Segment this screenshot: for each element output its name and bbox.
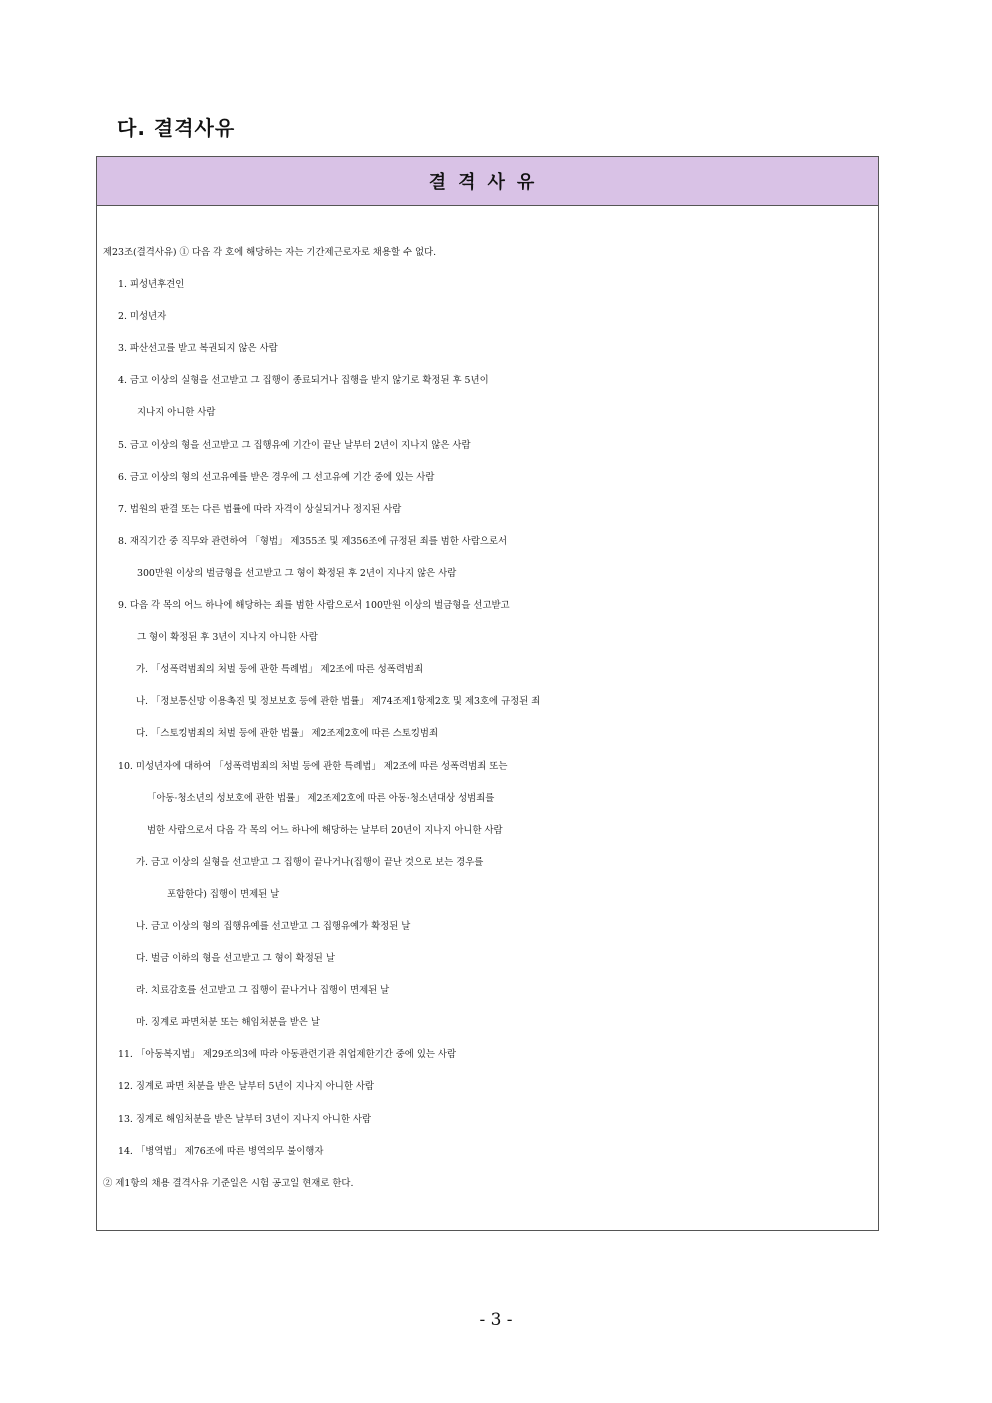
disqualification-box	[96, 156, 879, 1231]
list-item: 4. 금고 이상의 실형을 선고받고 그 집행이 종료되거나 집행을 받지 않기로 확정된 후 5년이	[118, 375, 489, 387]
sub-item: 나. 금고 이상의 형의 집행유예를 선고받고 그 집행유예가 확정된 날	[136, 920, 411, 932]
list-item: 5. 금고 이상의 형을 선고받고 그 집행유예 기간이 끝난 날부터 2년이 지나지 않은 사람	[118, 439, 471, 451]
list-item: 12. 징계로 파면 처분을 받은 날부터 5년이 지나지 아니한 사람	[118, 1081, 374, 1093]
list-item: 8. 재직기간 중 직무와 관련하여 「형법」 제355조 및 제356조에 규정된 죄를 범한 사람으로서	[118, 535, 508, 547]
sub-item: 나. 「정보통신망 이용촉진 및 정보보호 등에 관한 법률」 제74조제1항제2호 및 제3호에 규정된 죄	[136, 696, 541, 708]
list-item-continuation: 300만원 이상의 벌금형을 선고받고 그 형이 확정된 후 2년이 지나지 않은 사람	[137, 567, 457, 579]
section-title: 다. 결격사유	[117, 116, 236, 140]
list-item: 13. 징계로 해임처분을 받은 날부터 3년이 지나지 아니한 사람	[118, 1113, 372, 1125]
list-item: 2. 미성년자	[118, 311, 167, 323]
article-line: 제23조(결격사유) ① 다음 각 호에 해당하는 자는 기간제근로자로 채용할 수 없다.	[103, 247, 437, 258]
list-item: 1. 피성년후견인	[118, 279, 185, 291]
box-content	[97, 237, 878, 1200]
list-item-continuation: 범한 사람으로서 다음 각 목의 어느 하나에 해당하는 날부터 20년이 지나지 아니한 사람	[147, 824, 503, 836]
article-paragraph: ② 제1항의 채용 결격사유 기준일은 시험 공고일 현재로 한다.	[103, 1177, 354, 1189]
list-item: 10. 미성년자에 대하여 「성폭력범죄의 처벌 등에 관한 특례법」 제2조에 따른 성폭력범죄 또는	[118, 760, 508, 772]
sub-item: 가. 「성폭력범죄의 처벌 등에 관한 특례법」 제2조에 따른 성폭력범죄	[136, 664, 423, 676]
list-item: 7. 법원의 판결 또는 다른 법률에 따라 자격이 상실되거나 정지된 사람	[118, 503, 402, 515]
sub-item: 가. 금고 이상의 실형을 선고받고 그 집행이 끝나거나(집행이 끝난 것으로 보는 경우를	[136, 856, 484, 868]
sub-item: 라. 치료감호를 선고받고 그 집행이 끝나거나 집행이 면제된 날	[136, 985, 390, 997]
list-item-continuation: 「아동·청소년의 성보호에 관한 법률」 제2조제2호에 따른 아동·청소년대상 성범죄를	[147, 792, 495, 804]
list-item: 6. 금고 이상의 형의 선고유예를 받은 경우에 그 선고유예 기간 중에 있는 사람	[118, 471, 435, 483]
list-item-continuation: 그 형이 확정된 후 3년이 지나지 아니한 사람	[137, 632, 318, 644]
list-item: 3. 파산선고를 받고 복권되지 않은 사람	[118, 343, 278, 355]
list-item: 11. 「아동복지법」 제29조의3에 따라 아동관련기관 취업제한기간 중에 있는 사람	[118, 1049, 457, 1061]
list-item: 9. 다음 각 목의 어느 하나에 해당하는 죄를 범한 사람으로서 100만원 이상의 벌금형을 선고받고	[118, 600, 510, 612]
list-item: 14. 「병역법」 제76조에 따른 병역의무 불이행자	[118, 1145, 324, 1157]
box-header: 결격사유	[97, 157, 878, 206]
sub-item-continuation: 포함한다) 집행이 면제된 날	[167, 888, 280, 900]
page-number: - 3 -	[479, 1310, 513, 1330]
sub-item: 다. 「스토킹범죄의 처벌 등에 관한 법률」 제2조제2호에 따른 스토킹범죄	[136, 728, 439, 740]
sub-item: 마. 징계로 파면처분 또는 해임처분을 받은 날	[136, 1017, 320, 1029]
list-item-continuation: 지나지 아니한 사람	[137, 407, 216, 419]
sub-item: 다. 벌금 이하의 형을 선고받고 그 형이 확정된 날	[136, 953, 335, 965]
